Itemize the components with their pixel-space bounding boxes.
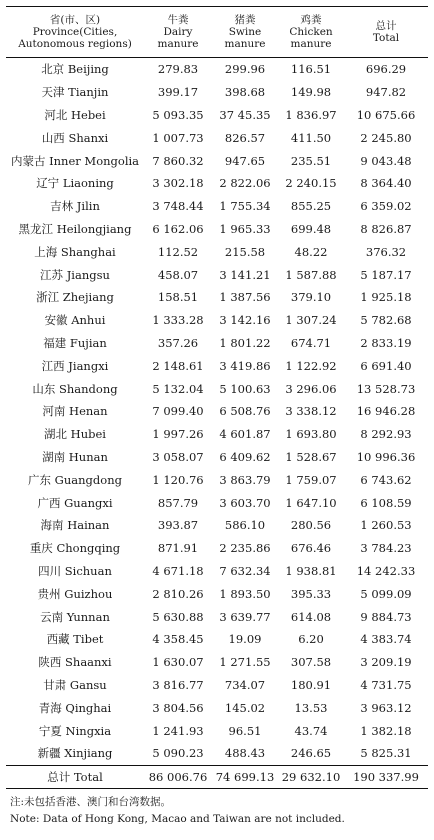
table-row <box>6 286 428 309</box>
total-total-cell: 190 337.99 <box>344 765 428 788</box>
region-cell: 江苏 Jiangsu <box>40 267 110 282</box>
region-cell: 海南 Hainan <box>40 518 110 533</box>
header-chicken: 鸡粪 Chicken manure <box>278 7 344 58</box>
total-cell: 9 884.73 <box>360 609 412 624</box>
dairy-cell: 871.91 <box>157 541 199 556</box>
chicken-cell: 1 528.67 <box>285 449 337 464</box>
swine-cell: 947.65 <box>224 153 266 168</box>
region-cell: 广西 Guangxi <box>37 495 113 510</box>
region-cell: 甘肃 Gansu <box>43 677 107 692</box>
swine-cell: 3 603.70 <box>219 495 271 510</box>
swine-cell: 1 387.56 <box>219 290 271 305</box>
region-cell: 湖南 Hunan <box>42 449 108 464</box>
chicken-cell: 1 759.07 <box>285 472 337 487</box>
total-cell: 6 108.59 <box>360 495 412 510</box>
total-cell: 5 782.68 <box>360 313 412 328</box>
swine-cell: 1 755.34 <box>219 199 271 214</box>
header-dairy: 牛粪 Dairy manure <box>144 7 212 58</box>
dairy-cell: 7 860.32 <box>152 153 204 168</box>
chicken-cell: 48.22 <box>294 244 328 259</box>
dairy-cell: 2 810.26 <box>152 586 204 601</box>
swine-cell: 586.10 <box>224 518 266 533</box>
table-row <box>6 674 428 697</box>
region-cell: 辽宁 Liaoning <box>36 176 114 191</box>
total-cell: 3 963.12 <box>360 700 412 715</box>
dairy-cell: 1 333.28 <box>152 313 204 328</box>
note-chinese: 注:未包括香港、澳门和台湾数据。 <box>10 795 172 808</box>
region-cell: 新疆 Xinjiang <box>37 746 113 761</box>
table-row <box>6 605 428 628</box>
dairy-cell: 279.83 <box>157 62 199 77</box>
swine-cell: 3 419.86 <box>219 358 271 373</box>
chicken-cell: 235.51 <box>290 153 332 168</box>
dairy-cell: 393.87 <box>157 518 199 533</box>
chicken-cell: 116.51 <box>290 62 332 77</box>
total-cell: 1 382.18 <box>360 723 412 738</box>
chicken-cell: 149.98 <box>290 85 332 100</box>
total-cell: 6 691.40 <box>360 358 412 373</box>
total-cell: 5 099.09 <box>360 586 412 601</box>
swine-cell: 96.51 <box>228 723 262 738</box>
dairy-cell: 857.79 <box>157 495 199 510</box>
dairy-cell: 3 816.77 <box>152 677 204 692</box>
table-row <box>6 149 428 172</box>
region-cell: 河南 Henan <box>42 404 108 419</box>
swine-cell: 299.96 <box>224 62 266 77</box>
total-cell: 6 359.02 <box>360 199 412 214</box>
total-cell: 14 242.33 <box>356 563 416 578</box>
dairy-cell: 1 997.26 <box>152 427 204 442</box>
table-row <box>6 218 428 241</box>
chicken-cell: 395.33 <box>290 586 332 601</box>
total-cell: 5 825.31 <box>360 746 412 761</box>
total-cell: 1 925.18 <box>360 290 412 305</box>
table-row <box>6 537 428 560</box>
swine-cell: 4 601.87 <box>219 427 271 442</box>
dairy-cell: 3 804.56 <box>152 700 204 715</box>
header-swine: 猪粪 Swine manure <box>212 7 278 58</box>
swine-cell: 7 632.34 <box>219 563 271 578</box>
chicken-cell: 246.65 <box>290 746 332 761</box>
chicken-cell: 1 587.88 <box>285 267 337 282</box>
table-row <box>6 468 428 491</box>
table-row <box>6 560 428 583</box>
chicken-cell: 674.71 <box>290 335 332 350</box>
swine-cell: 6 409.62 <box>219 449 271 464</box>
region-cell: 天津 Tianjin <box>41 85 109 100</box>
total-cell: 4 731.75 <box>360 677 412 692</box>
region-cell: 贵州 Guizhou <box>37 586 113 601</box>
region-cell: 山西 Shanxi <box>41 130 109 145</box>
table-row <box>6 423 428 446</box>
region-cell: 浙江 Zhejiang <box>36 290 114 305</box>
chicken-cell: 13.53 <box>294 700 328 715</box>
dairy-cell: 2 148.61 <box>152 358 204 373</box>
region-cell: 陕西 Shaanxi <box>38 655 112 670</box>
dairy-cell: 1 120.76 <box>152 472 204 487</box>
region-cell: 西藏 Tibet <box>46 632 104 647</box>
dairy-cell: 3 302.18 <box>152 176 204 191</box>
chicken-cell: 6.20 <box>298 632 324 647</box>
swine-cell: 734.07 <box>224 677 266 692</box>
swine-cell: 6 508.76 <box>219 404 271 419</box>
swine-cell: 3 639.77 <box>219 609 271 624</box>
table-footer <box>6 765 428 788</box>
swine-cell: 215.58 <box>224 244 266 259</box>
region-cell: 广东 Guangdong <box>28 472 122 487</box>
total-cell: 13 528.73 <box>356 381 416 396</box>
dairy-cell: 112.52 <box>157 244 199 259</box>
chicken-cell: 2 240.15 <box>285 176 337 191</box>
swine-cell: 826.57 <box>224 130 266 145</box>
total-row <box>6 765 428 788</box>
total-cell: 3 209.19 <box>360 655 412 670</box>
dairy-cell: 399.17 <box>157 85 199 100</box>
region-cell: 青海 Qinghai <box>38 700 112 715</box>
region-cell: 安徽 Anhui <box>44 313 106 328</box>
chicken-cell: 411.50 <box>290 130 332 145</box>
header-total: 总计 Total <box>344 7 428 58</box>
table-row <box>6 263 428 286</box>
table-row <box>6 446 428 469</box>
region-cell: 上海 Shanghai <box>34 244 116 259</box>
table-row <box>6 354 428 377</box>
region-cell: 重庆 Chongqing <box>29 541 121 556</box>
table-row <box>6 696 428 719</box>
total-cell: 8 292.93 <box>360 427 412 442</box>
swine-cell: 1 271.55 <box>219 655 271 670</box>
chicken-cell: 379.10 <box>290 290 332 305</box>
chicken-cell: 1 938.81 <box>285 563 337 578</box>
dairy-cell: 458.07 <box>157 267 199 282</box>
table-row <box>6 58 428 81</box>
header-region: 省(市、区) Province(Cities, Autonomous regions) <box>6 7 144 58</box>
region-cell: 山东 Shandong <box>32 381 118 396</box>
chicken-cell: 180.91 <box>290 677 332 692</box>
table-row <box>6 240 428 263</box>
dairy-cell: 1 007.73 <box>152 130 204 145</box>
chicken-cell: 3 296.06 <box>285 381 337 396</box>
swine-cell: 2 822.06 <box>219 176 271 191</box>
table-row <box>6 582 428 605</box>
chicken-cell: 307.58 <box>290 655 332 670</box>
swine-cell: 3 863.79 <box>219 472 271 487</box>
table-row <box>6 400 428 423</box>
chicken-cell: 855.25 <box>290 199 332 214</box>
dairy-cell: 6 162.06 <box>152 221 204 236</box>
chicken-cell: 1 693.80 <box>285 427 337 442</box>
chicken-cell: 614.08 <box>290 609 332 624</box>
total-cell: 4 383.74 <box>360 632 412 647</box>
chicken-cell: 676.46 <box>290 541 332 556</box>
dairy-cell: 1 630.07 <box>152 655 204 670</box>
document-page <box>6 6 428 828</box>
table-note <box>6 794 428 828</box>
total-cell: 696.29 <box>365 62 407 77</box>
table-body <box>6 58 428 766</box>
table-row <box>6 172 428 195</box>
region-cell: 吉林 Jilin <box>50 199 100 214</box>
table-row <box>6 309 428 332</box>
region-cell: 湖北 Hubei <box>44 427 106 442</box>
dairy-cell: 357.26 <box>157 335 199 350</box>
total-cell: 8 364.40 <box>360 176 412 191</box>
total-cell: 2 245.80 <box>360 130 412 145</box>
dairy-cell: 5 093.35 <box>152 107 204 122</box>
swine-cell: 1 893.50 <box>219 586 271 601</box>
total-dairy-cell: 86 006.76 <box>144 765 212 788</box>
total-region-cell: 总计 Total <box>6 765 144 788</box>
swine-cell: 19.09 <box>228 632 262 647</box>
chicken-cell: 280.56 <box>290 518 332 533</box>
region-cell: 四川 Sichuan <box>38 563 112 578</box>
chicken-cell: 1 836.97 <box>285 107 337 122</box>
dairy-cell: 5 132.04 <box>152 381 204 396</box>
dairy-cell: 4 358.45 <box>152 632 204 647</box>
swine-cell: 488.43 <box>224 746 266 761</box>
table-row <box>6 628 428 651</box>
dairy-cell: 5 090.23 <box>152 746 204 761</box>
total-cell: 947.82 <box>365 85 407 100</box>
chicken-cell: 3 338.12 <box>285 404 337 419</box>
total-cell: 3 784.23 <box>360 541 412 556</box>
total-cell: 1 260.53 <box>360 518 412 533</box>
region-cell: 北京 Beijing <box>41 62 109 77</box>
swine-cell: 145.02 <box>224 700 266 715</box>
total-cell: 2 833.19 <box>360 335 412 350</box>
region-cell: 黑龙江 Heilongjiang <box>18 221 132 236</box>
dairy-cell: 3 058.07 <box>152 449 204 464</box>
total-cell: 376.32 <box>365 244 407 259</box>
dairy-cell: 1 241.93 <box>152 723 204 738</box>
table-header <box>6 7 428 58</box>
note-english: Note: Data of Hong Kong, Macao and Taiwan are not included. <box>10 812 345 825</box>
region-cell: 云南 Yunnan <box>40 609 110 624</box>
table-row <box>6 491 428 514</box>
dairy-cell: 7 099.40 <box>152 404 204 419</box>
table-row <box>6 195 428 218</box>
chicken-cell: 1 647.10 <box>285 495 337 510</box>
table-row <box>6 514 428 537</box>
region-cell: 宁夏 Ningxia <box>38 723 112 738</box>
table-row <box>6 126 428 149</box>
table-row <box>6 651 428 674</box>
table-row <box>6 104 428 127</box>
dairy-cell: 4 671.18 <box>152 563 204 578</box>
dairy-cell: 5 630.88 <box>152 609 204 624</box>
swine-cell: 3 141.21 <box>219 267 271 282</box>
region-cell: 内蒙古 Inner Mongolia <box>10 153 140 168</box>
total-swine-cell: 74 699.13 <box>212 765 278 788</box>
total-cell: 10 996.36 <box>356 449 416 464</box>
swine-cell: 1 801.22 <box>219 335 271 350</box>
swine-cell: 1 965.33 <box>219 221 271 236</box>
table-row <box>6 719 428 742</box>
chicken-cell: 1 307.24 <box>285 313 337 328</box>
table-row <box>6 377 428 400</box>
swine-cell: 3 142.16 <box>219 313 271 328</box>
total-cell: 10 675.66 <box>356 107 416 122</box>
total-cell: 5 187.17 <box>360 267 412 282</box>
total-chicken-cell: 29 632.10 <box>278 765 344 788</box>
chicken-cell: 699.48 <box>290 221 332 236</box>
total-cell: 8 826.87 <box>360 221 412 236</box>
swine-cell: 37 45.35 <box>219 107 271 122</box>
total-cell: 9 043.48 <box>360 153 412 168</box>
swine-cell: 5 100.63 <box>219 381 271 396</box>
region-cell: 河北 Hebei <box>44 107 106 122</box>
table-row <box>6 742 428 765</box>
swine-cell: 2 235.86 <box>219 541 271 556</box>
dairy-cell: 3 748.44 <box>152 199 204 214</box>
table-row <box>6 332 428 355</box>
total-cell: 16 946.28 <box>356 404 416 419</box>
region-cell: 福建 Fujian <box>43 335 107 350</box>
region-cell: 江西 Jiangxi <box>41 358 109 373</box>
dairy-cell: 158.51 <box>157 290 199 305</box>
swine-cell: 398.68 <box>224 85 266 100</box>
manure-table <box>6 6 428 789</box>
total-cell: 6 743.62 <box>360 472 412 487</box>
chicken-cell: 43.74 <box>294 723 328 738</box>
chicken-cell: 1 122.92 <box>285 358 337 373</box>
table-row <box>6 81 428 104</box>
